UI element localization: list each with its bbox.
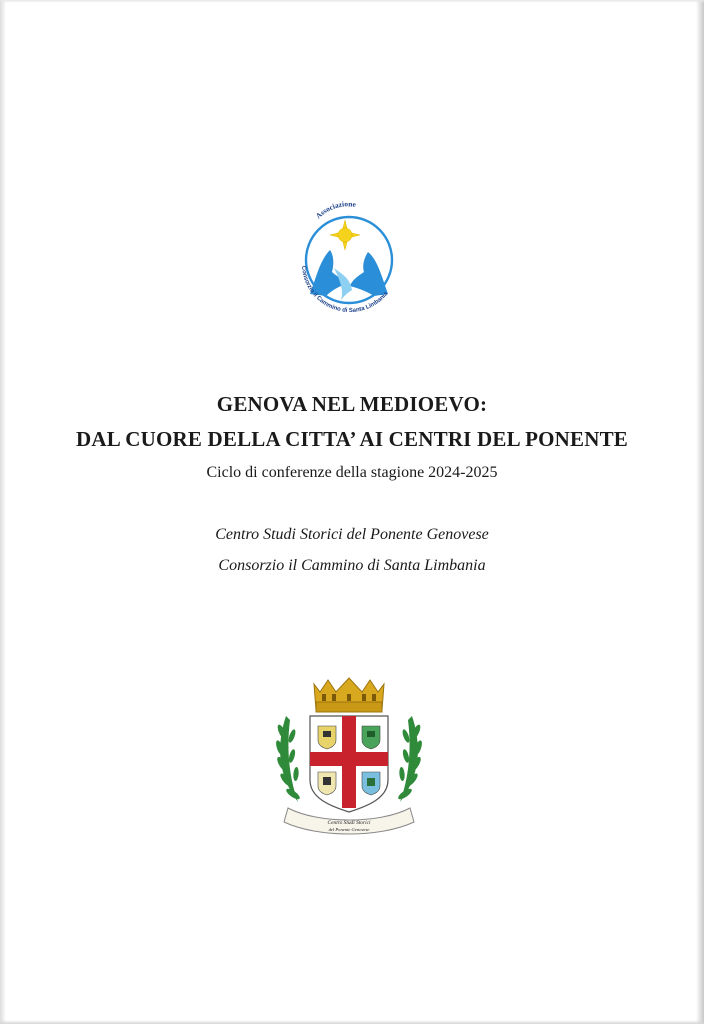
- ribbon-text-2: del Ponente Genovese: [328, 827, 370, 832]
- logo-arc-text: Associazione: [313, 199, 357, 221]
- ribbon-text-1: Centro Studi Storici: [327, 820, 371, 826]
- logo-ring-text: Consorzio il Cammino di Santa Limbania: [299, 265, 390, 315]
- page-edge-bottom: [0, 1020, 704, 1024]
- subtitle: Ciclo di conferenze della stagione 2024-2025: [206, 464, 498, 481]
- page-edge-left: [0, 0, 6, 1024]
- title-line-2: DAL CUORE DELLA CITTA’ AI CENTRI DEL PONENTE: [76, 427, 628, 451]
- page-edge-right: [696, 0, 704, 1024]
- title-line-1: GENOVA NEL MEDIOEVO:: [216, 392, 488, 416]
- association-logo-icon: [290, 198, 408, 316]
- organizer-1: Centro Studi Storici del Ponente Genovese: [215, 526, 489, 543]
- coat-of-arms-icon: [268, 676, 430, 844]
- page-edge-top: [0, 0, 704, 3]
- organizer-2: Consorzio il Cammino di Santa Limbania: [218, 557, 486, 574]
